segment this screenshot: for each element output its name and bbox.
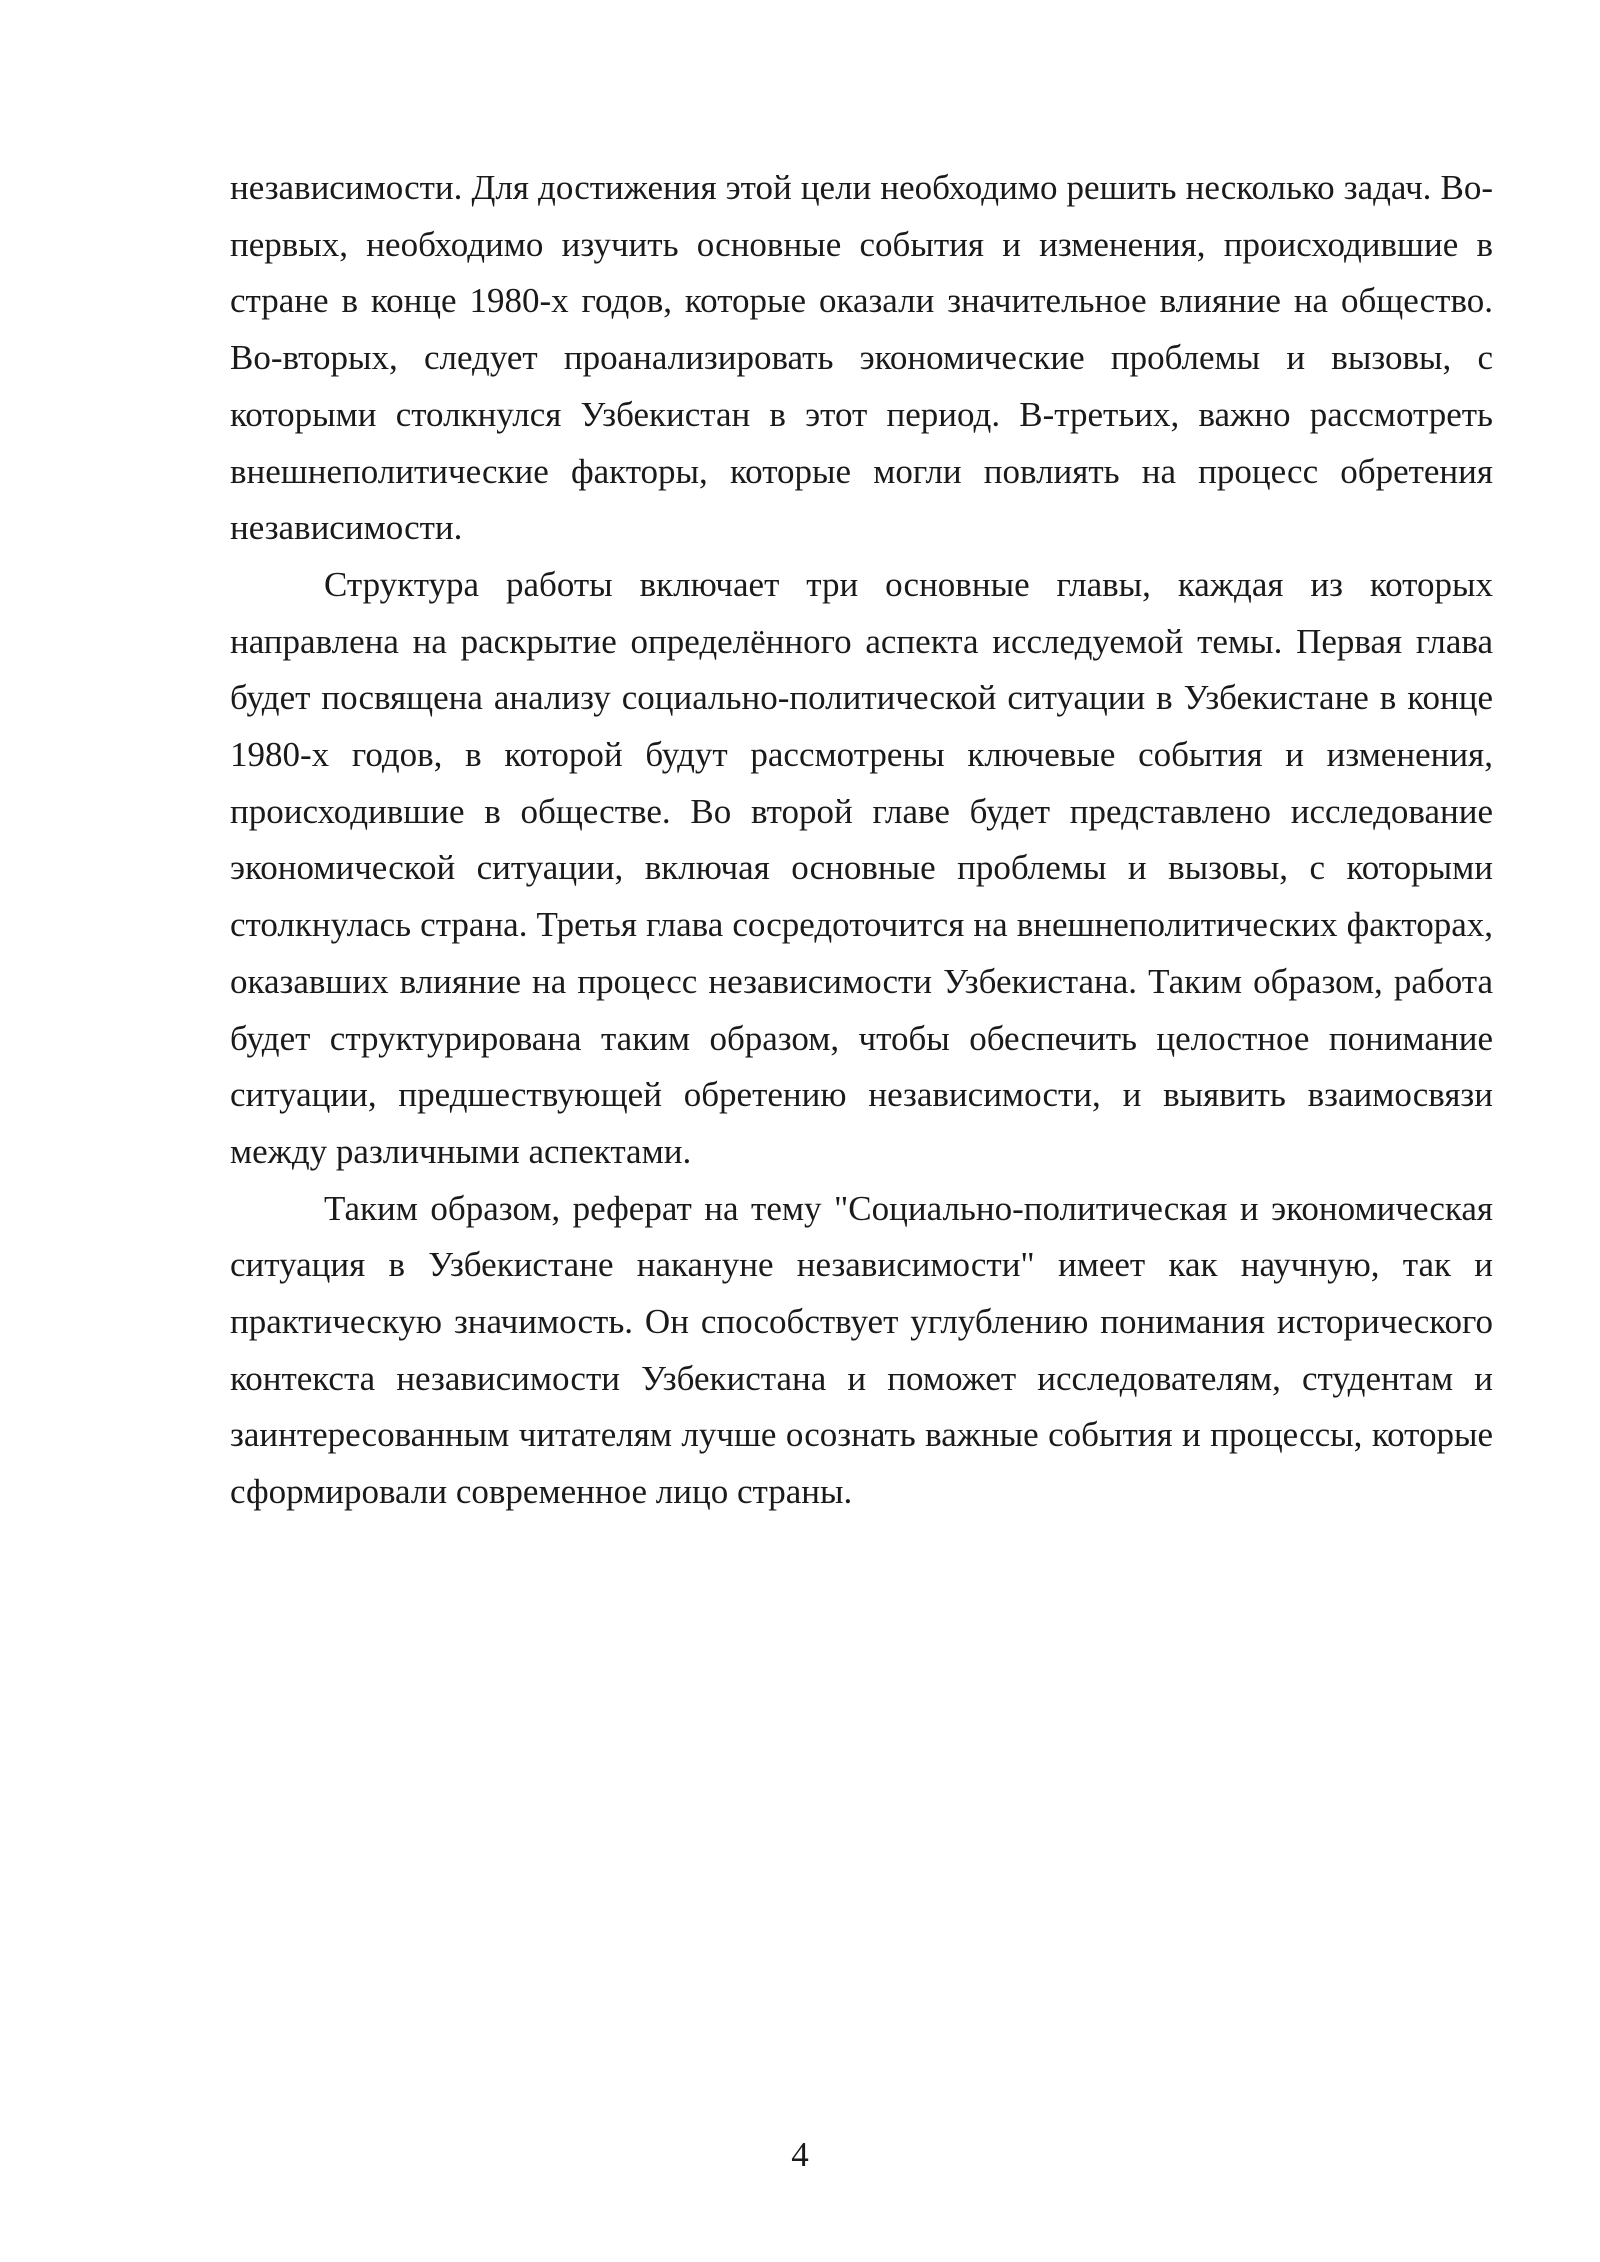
paragraph-significance: Таким образом, реферат на тему "Социально-политическая и экономическая ситуация в Узбекистане накануне независимости" имеет как научную, так и практическую значимость. Он способствует углублению понимания исторического контекста независимости Узбекистана и поможет исследователям, студентам и заинтересованным читателям лучше осознать важные события и процессы, которые сформировали современное лицо страны.	[230, 1188, 1493, 1512]
page-number: 4	[791, 2135, 809, 2174]
paragraph-continuation: независимости. Для достижения этой цели необходимо решить несколько задач. Во-первых, необходимо изучить основные события и изменения, происходившие в стране в конце 1980-х годов, которые оказали значительное влияние на общество. Во-вторых, следует проанализировать экономические проблемы и вызовы, с которыми столкнулся Узбекистан в этот период. В-третьих, важно рассмотреть внешнеполитические факторы, которые могли повлиять на процесс обретения независимости.	[230, 168, 1493, 548]
paragraph-structure: Структура работы включает три основные главы, каждая из которых направлена на раскрытие определённого аспекта исследуемой темы. Первая глава будет посвящена анализу социально-политической ситуации в Узбекистане в конце 1980-х годов, в которой будут рассмотрены ключевые события и изменения, происходившие в обществе. Во второй главе будет представлено исследование экономической ситуации, включая основные проблемы и вызовы, с которыми столкнулась страна. Третья глава сосредоточится на внешнеполитических факторах, оказавших влияние на процесс независимости Узбекистана. Таким образом, работа будет структурирована таким образом, чтобы обеспечить целостное понимание ситуации, предшествующей обретению независимости, и выявить взаимосвязи между различными аспектами.	[230, 564, 1493, 1171]
page-body	[230, 160, 1493, 1521]
